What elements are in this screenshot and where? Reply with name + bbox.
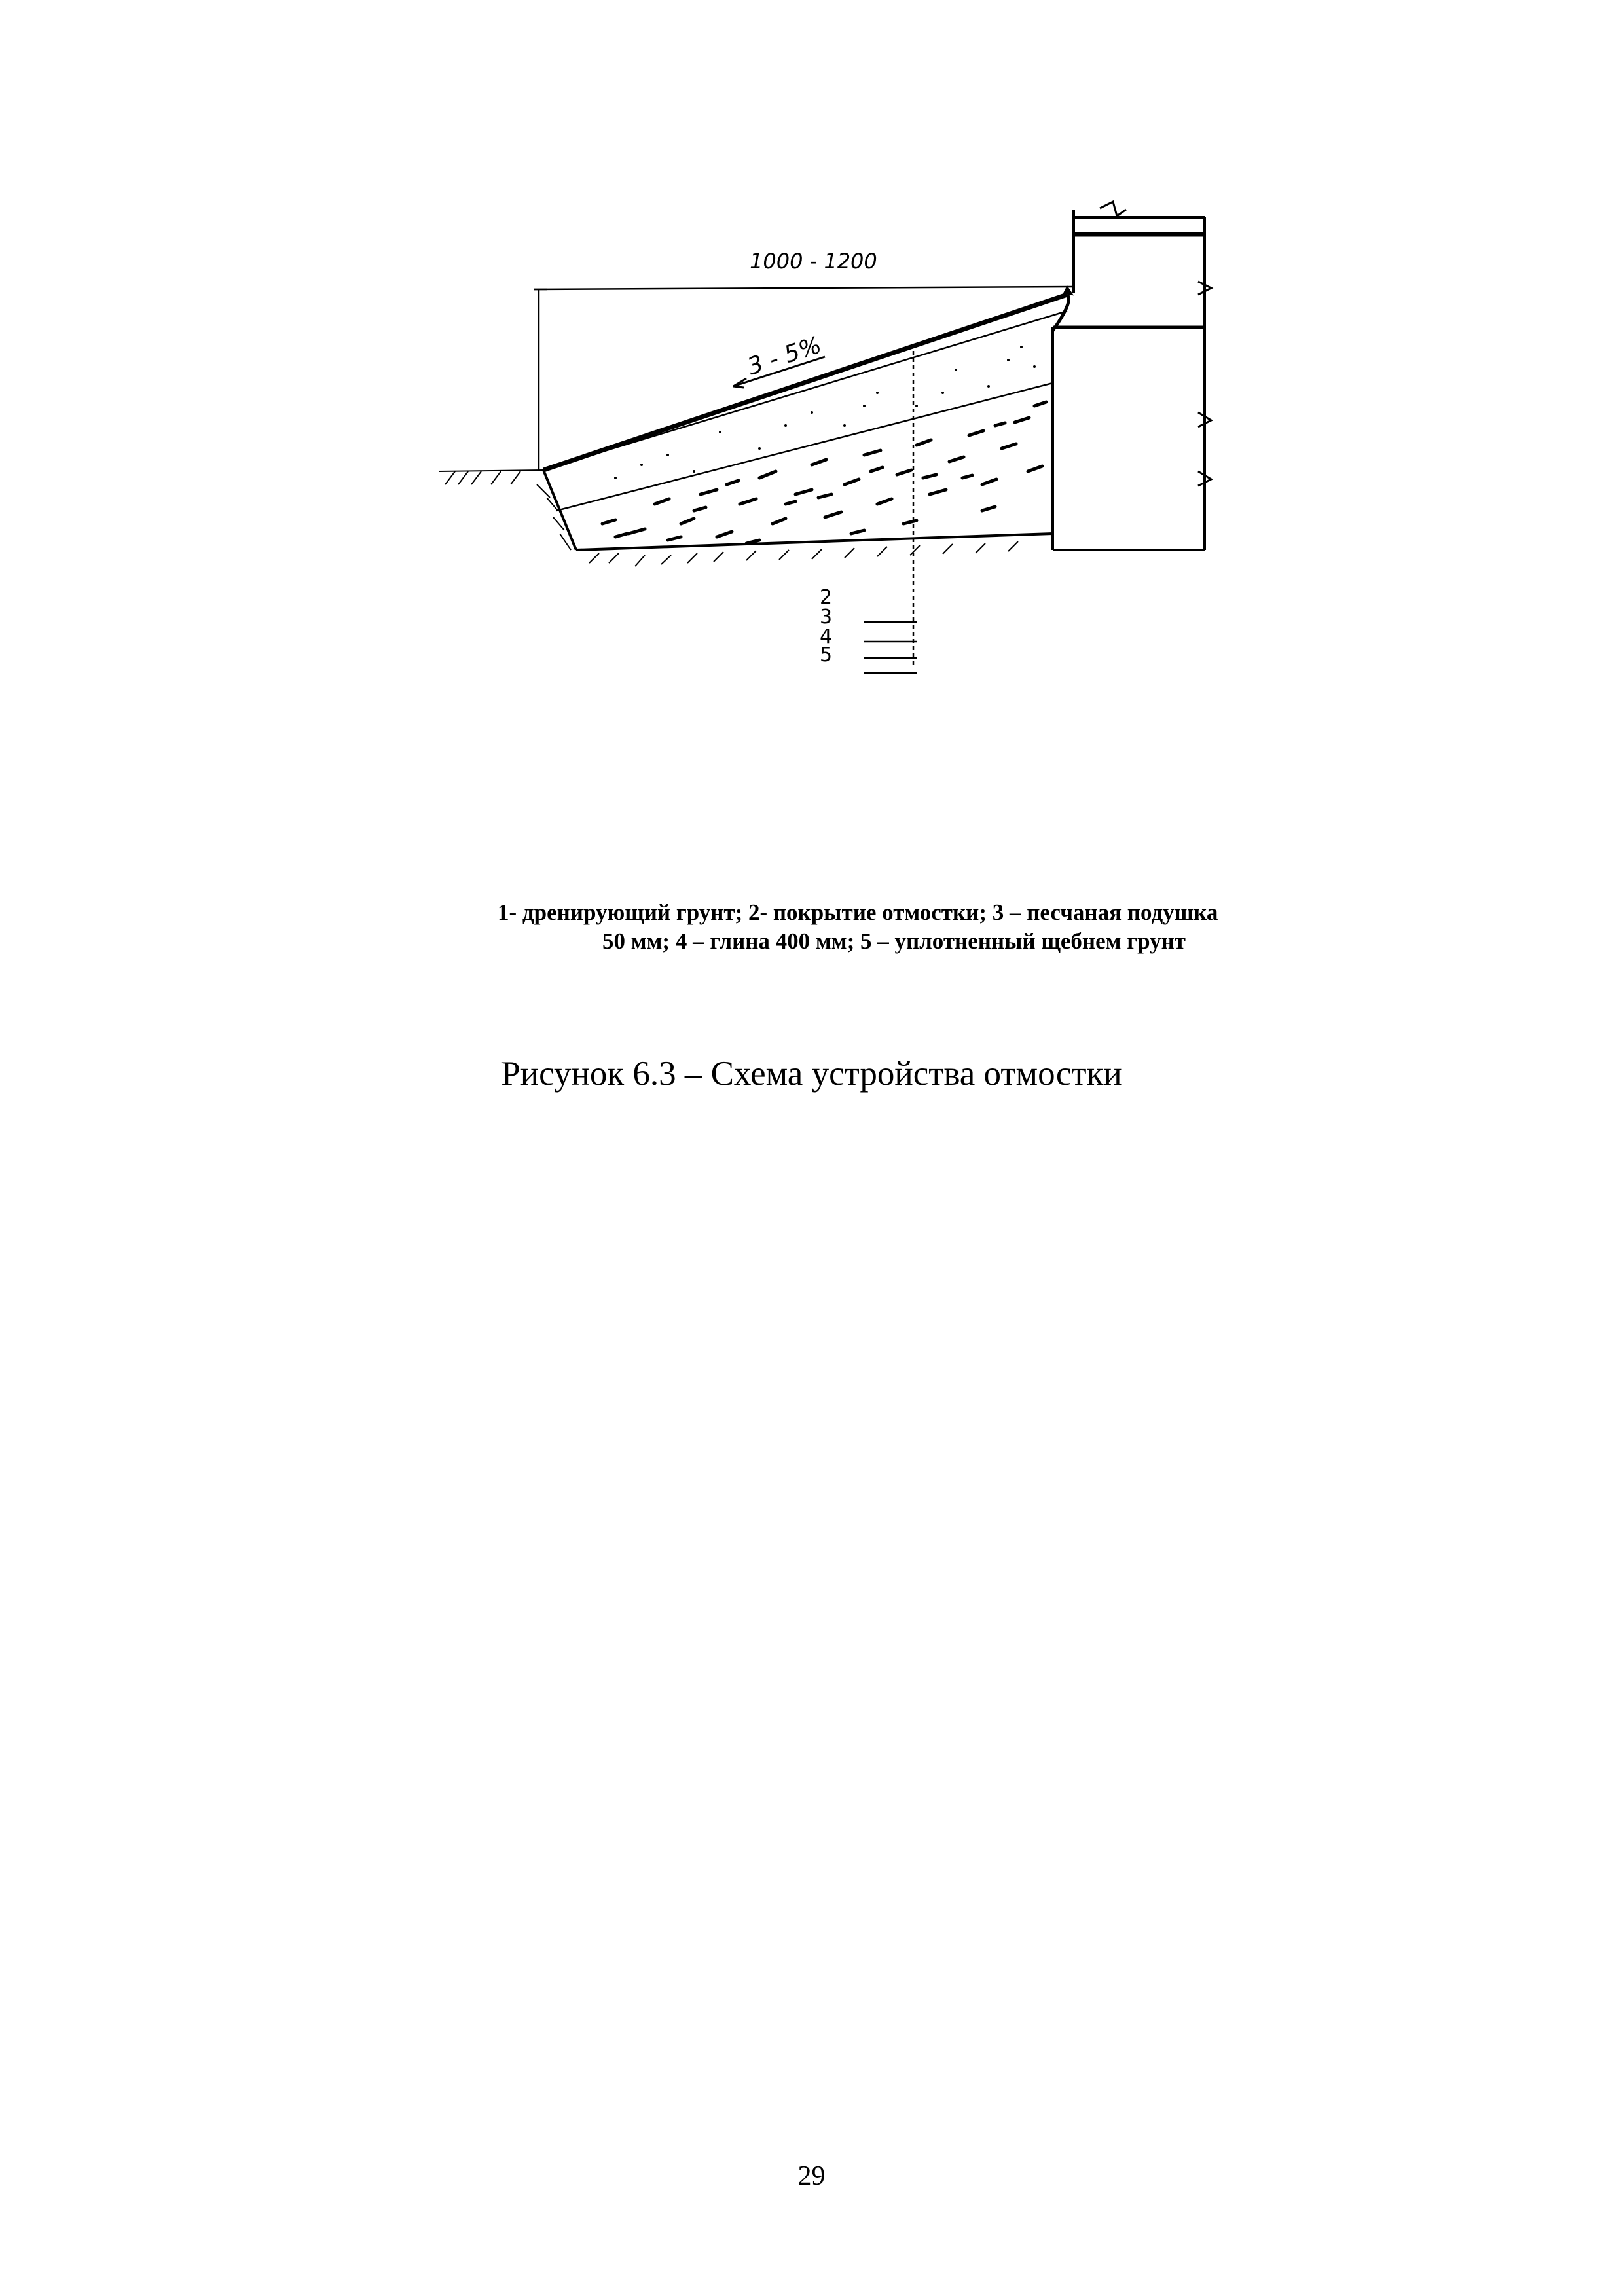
layer-number-labels bbox=[820, 586, 832, 666]
legend-line-1: 1- дренирующий грунт; 2- покрытие отмостки; 3 – песчаная подушка bbox=[498, 900, 1218, 925]
dimension-label: 1000 - 1200 bbox=[750, 249, 877, 274]
building-wall bbox=[1053, 202, 1211, 550]
layer-number-2: 2 bbox=[820, 586, 833, 609]
figure-caption: Рисунок 6.3 – Схема устройства отмостки bbox=[501, 1055, 1122, 1093]
legend-line-2: 50 мм; 4 – глина 400 мм; 5 – уплотненный щебнем грунт bbox=[602, 928, 1186, 954]
leader-lines bbox=[864, 344, 917, 673]
layer-boundaries bbox=[543, 383, 1053, 550]
slope-label: 3 - 5% bbox=[744, 331, 825, 381]
blind-area-surface bbox=[543, 287, 1072, 470]
blind-area-drawing bbox=[419, 196, 1244, 707]
layer-number-5: 5 bbox=[820, 644, 833, 666]
figure-legend bbox=[498, 898, 1349, 956]
width-dimension bbox=[534, 287, 1074, 471]
page-number: 29 bbox=[797, 2161, 826, 2191]
layer-number-3: 3 bbox=[820, 606, 833, 629]
gravel-layer bbox=[602, 402, 1046, 543]
blind-area-diagram bbox=[419, 196, 1244, 707]
layer-number-4: 4 bbox=[820, 625, 833, 648]
